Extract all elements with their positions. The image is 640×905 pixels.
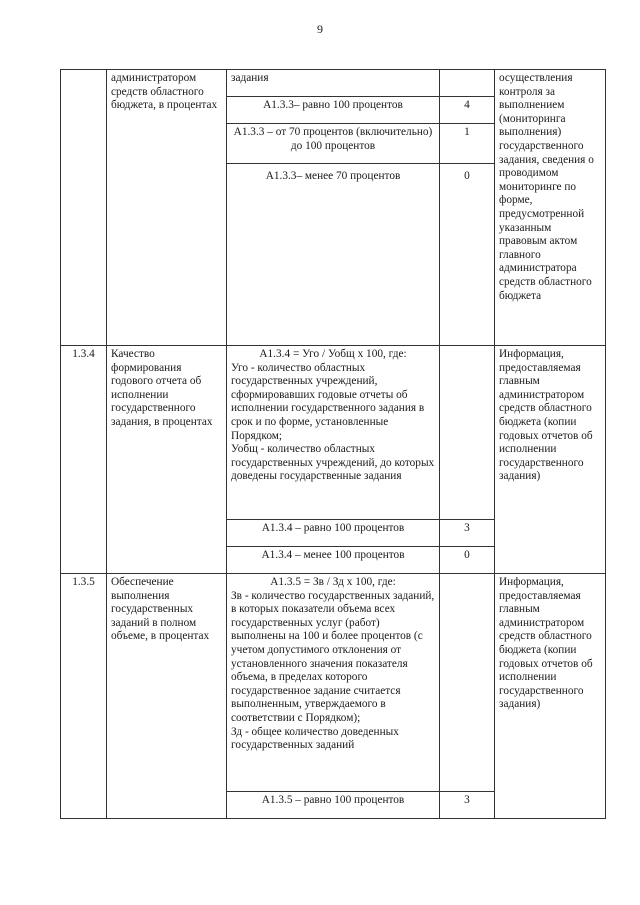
score-cell (440, 346, 495, 520)
formula-line: Уобщ - количество областных государственных учреждений, до которых доведены государственные задания (231, 443, 435, 483)
indicator-name: Качество формирования годового отчета об исполнении государственного задания, в процентах (107, 346, 227, 574)
score-cell: 3 (440, 520, 495, 547)
condition-cell: A1.3.4 – равно 100 процентов (227, 520, 440, 547)
condition-cell: A1.3.3 – от 70 процентов (включительно) до 100 процентов (227, 124, 440, 164)
row-number: 1.3.4 (61, 346, 107, 574)
formula-title: A1.3.5 = Зв / Зд х 100, где: (270, 576, 396, 588)
formula-cell (227, 346, 440, 520)
score-cell (440, 574, 495, 792)
page-number: 9 (317, 22, 323, 36)
formula-cell: задания (227, 70, 440, 97)
table-row (61, 346, 606, 520)
condition-cell: A1.3.5 – равно 100 процентов (227, 792, 440, 819)
formula-line: Уго - количество областных государственных учреждений, сформировавших годовые отчеты об исполнении государственного задания в срок и по форме, установленные Порядком; (231, 361, 425, 442)
condition-cell: A1.3.4 – менее 100 процентов (227, 547, 440, 574)
score-cell: 0 (440, 547, 495, 574)
indicator-name: администратором средств областного бюджета, в процентах (107, 70, 227, 346)
score-cell: 1 (440, 124, 495, 164)
row-number: 1.3.5 (61, 574, 107, 819)
row-number-cell (61, 70, 107, 346)
condition-cell: A1.3.3– менее 70 процентов (227, 164, 440, 346)
source-cell: Информация, предоставляемая главным администратором средств областного бюджета (копии годовых отчетов об исполнении государственного задания) (495, 574, 606, 819)
formula-cell (227, 574, 440, 792)
table-row (61, 70, 606, 97)
table-row (61, 574, 606, 792)
score-cell: 4 (440, 97, 495, 124)
score-cell (440, 70, 495, 97)
condition-cell: A1.3.3– равно 100 процентов (227, 97, 440, 124)
source-cell: осуществления контроля за выполнением (мониторинга выполнения) государственного задания, сведения о проводимом мониторинге по форме, предусмотренной указанным правовым актом главного администратора средств областного бюджета (495, 70, 606, 346)
formula-title: A1.3.4 = Уго / Уобщ х 100, где: (259, 348, 407, 360)
score-cell: 3 (440, 792, 495, 819)
indicators-table (60, 69, 606, 819)
score-cell: 0 (440, 164, 495, 346)
source-cell: Информация, предоставляемая главным администратором средств областного бюджета (копии годовых отчетов об исполнении государственного задания) (495, 346, 606, 574)
indicator-name: Обеспечение выполнения государственных заданий в полном объеме, в процентах (107, 574, 227, 819)
formula-line: Зв - количество государственных заданий, в которых показатели объема всех государственных услуг (работ) выполнены на 100 и более процентов (с учетом допустимого отклонения от установленного значения показателя объема, в пределах которого государственное задание считается выполненным, утверждаемого в соответствии с Порядком); (231, 589, 435, 724)
formula-line: Зд - общее количество доведенных государственных заданий (231, 725, 399, 752)
